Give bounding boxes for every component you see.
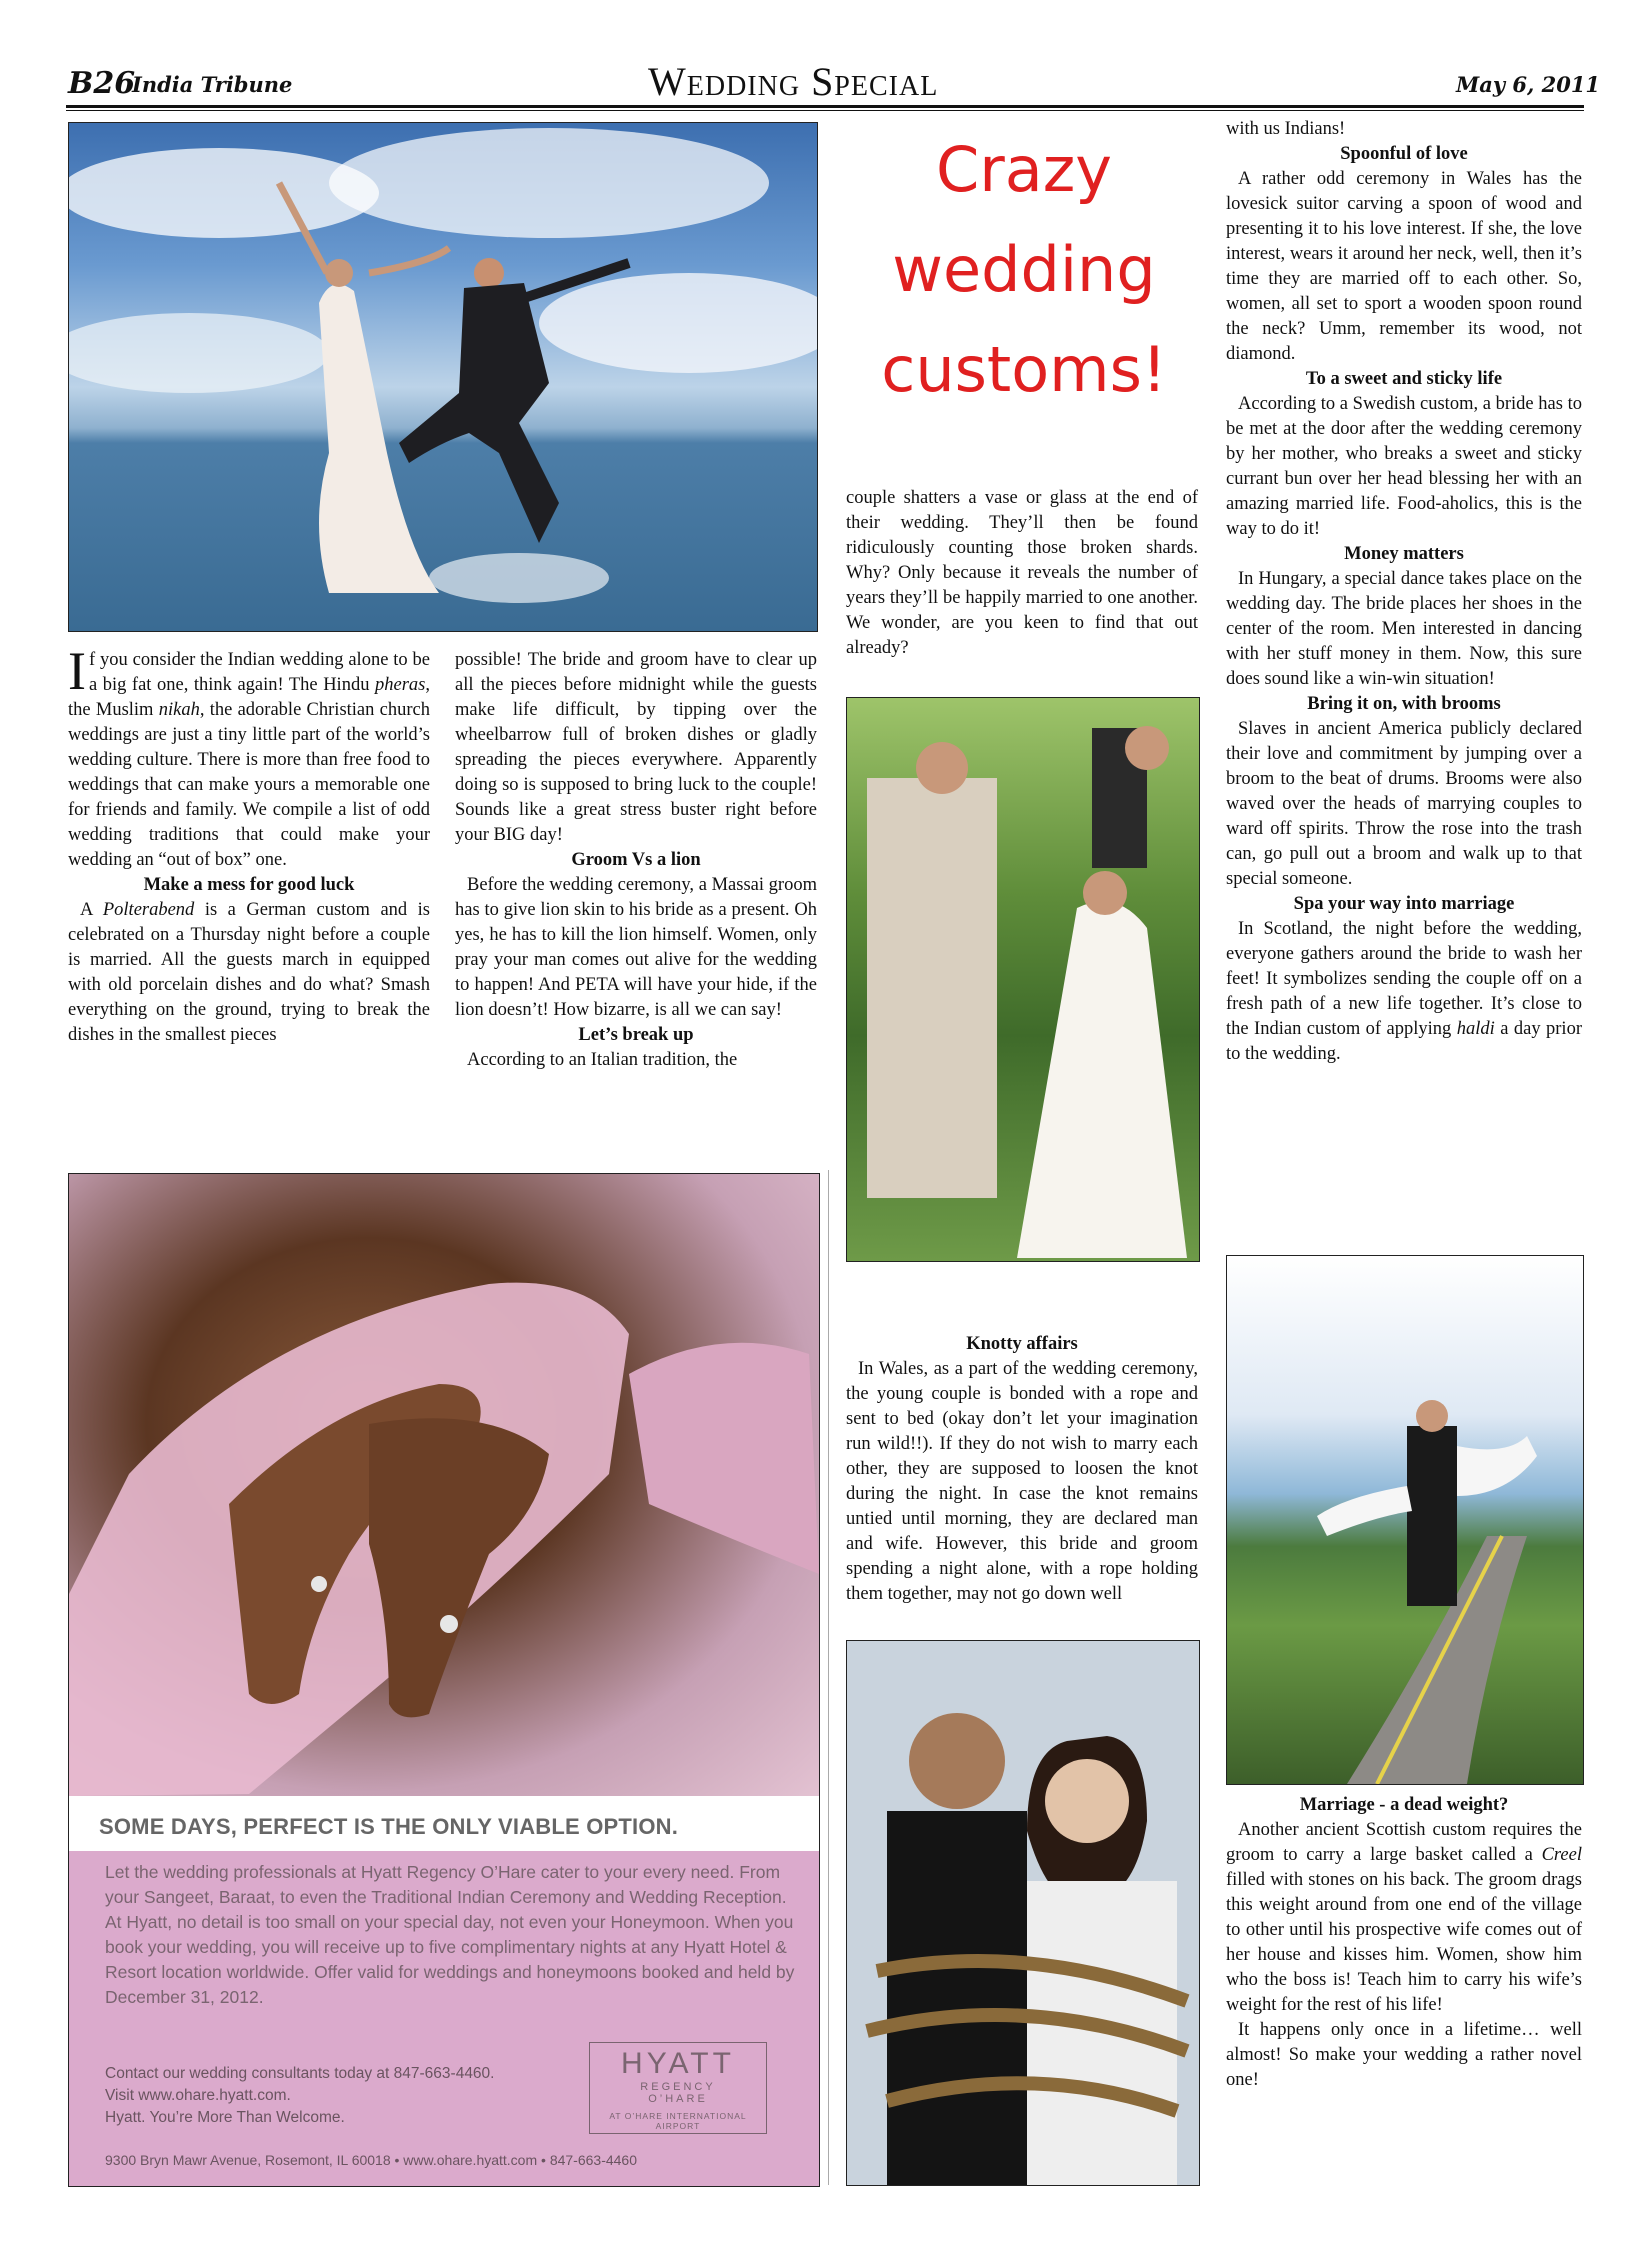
dead-text-a: Another ancient Scottish custom requires the groom to carry a large basket called a (1226, 1820, 1582, 1865)
intro-text-a: f you consider the Indian wedding alone to be a big fat one, think again! The Hindu (88, 650, 430, 695)
intro-text-c: , the adorable Christian church weddings are just a tiny little part of the world’s wedding culture. There is more than free food to weddings that can make yours a memorable one for friends and family. We compile a list of odd wedding traditions that could make your wedding an “out of box” one. (68, 700, 430, 870)
subhead-mess: Make a mess for good luck (143, 875, 355, 895)
closing-text: It happens only once in a lifetime… well almost! So make your wedding a rather novel one! (1226, 2020, 1582, 2090)
photo-couple-ceremony (846, 697, 1200, 1262)
dead-em: Creel (1541, 1845, 1582, 1865)
photo-couple-rope (846, 1640, 1200, 2186)
mess-em: Polterabend (102, 900, 195, 920)
spoon-text: A rather odd ceremony in Wales has the lovesick suitor carving a spoon of wood and presenting it to his love interest. If she, the love interest, wears it around her neck, well, then it’s time they are married off to each other. So, women, all set to sport a wooden spoon round the neck? Umm, remember its wood, not diamond. (1226, 169, 1582, 364)
intro-em-pheras: pheras (375, 675, 426, 695)
hyatt-logo (589, 2042, 767, 2134)
intro-em-nikah: nikah (158, 700, 200, 720)
photo-groom-carrying-bride (1226, 1255, 1584, 1785)
page-number: B26 (68, 66, 136, 101)
subhead-money: Money matters (1344, 544, 1464, 564)
subhead-lion: Groom Vs a lion (571, 850, 701, 870)
ad-photo-henna-hands (69, 1174, 819, 1796)
article-column-1 (68, 641, 431, 1048)
article-column-4-bottom (1226, 1793, 1582, 2093)
mess-text-b: is a German custom and is celebrated on a Thursday night before a couple is married. All the guests march in equipped with old porcelain dishes and do what? Smash everything on the ground, trying to break the dishes in the smallest pieces (68, 900, 431, 1045)
dead-text-b: filled with stones on his back. The groom drags this weight around from one end of the village to other until his prospective wife comes out of her house and kisses him. Women, show him who the boss is! Teach him to carry his wife’s weight for the rest of his life! (1226, 1870, 1582, 2015)
ad-contact-phone: Contact our wedding consultants today at 847-663-4460. (105, 2065, 495, 2082)
intro-text-b: , the Muslim (68, 675, 430, 720)
subhead-break: Let’s break up (578, 1025, 694, 1045)
article-column-2 (455, 648, 817, 1073)
header-rule (66, 105, 1584, 108)
column-divider (828, 1170, 829, 2185)
break-continued: couple shatters a vase or glass at the end of their wedding. They’ll then be found ridiculously counting those broken shards. Why? Only because it reveals the number of years they’ll be happily married to one another. We wonder, are you keen to find that out already? (846, 488, 1198, 658)
photo-couple-dancing-water (68, 122, 818, 632)
brooms-text: Slaves in ancient America publicly declared their love and commitment by jumping over a broom to the beat of drums. Brooms were also waved over the heads of marrying couples to ward off spirits. Throw the rose into the trash can, go pull out a broom and walk up to that special someone. (1226, 719, 1582, 889)
drop-cap: I (68, 641, 86, 701)
ad-contact-web[interactable]: Visit www.ohare.hyatt.com. (105, 2087, 291, 2104)
lion-text: Before the wedding ceremony, a Massai groom has to give lion skin to his bride as a present. Oh yes, he has to kill the lion himself. Women, only pray your man comes out alive for the wedding to happen! And PETA will have your hide, if the lion doesn’t! How bizarre, is all we can say! (455, 875, 817, 1020)
ad-tagline: SOME DAYS, PERFECT IS THE ONLY VIABLE OPTION. (99, 1814, 679, 1839)
subhead-dead-weight: Marriage - a dead weight? (1299, 1795, 1509, 1815)
subhead-spa: Spa your way into marriage (1293, 894, 1515, 914)
subhead-knotty: Knotty affairs (966, 1334, 1078, 1354)
section-title: Wedding Special (648, 59, 939, 104)
article-column-3-bottom (846, 1332, 1198, 1607)
logo-sub1: REGENCY (640, 2081, 716, 2093)
ad-slogan: Hyatt. You’re More Than Welcome. (105, 2109, 345, 2126)
subhead-brooms: Bring it on, with brooms (1307, 694, 1501, 714)
spa-text-b: a day prior to the wedding. (1226, 1019, 1582, 1064)
issue-date: May 6, 2011 (1456, 72, 1601, 97)
spa-em: haldi (1456, 1019, 1495, 1039)
mess-continued: possible! The bride and groom have to clear up all the pieces before midnight while the guests make life difficult, by tipping over the wheelbarrow full of broken dishes or gladly spreading the pieces everywhere. Apparently doing so is supposed to bring luck to the couple! Sounds like a great stress buster right before your BIG day! (455, 650, 817, 845)
knotty-text: In Wales, as a part of the wedding ceremony, the young couple is bonded with a rope and sent to bed (okay don’t let your imagination run wild!!). If they do not wish to marry each other, they are supposed to loosen the knot during the night. In case the knot remains untied until morning, they are declared man and wife. However, this bride and groom spending a night alone, with a rope holding them together, may not go down well (846, 1359, 1198, 1604)
break-text: According to an Italian tradition, the (467, 1050, 738, 1070)
logo-sub2: O’HARE (648, 2093, 708, 2105)
article-title: Crazy wedding customs! (881, 133, 1167, 406)
header-rule-thin (66, 110, 1584, 111)
mess-text-a: A (80, 900, 103, 920)
newspaper-name: India Tribune (132, 72, 293, 97)
spa-text-a: In Scotland, the night before the wedding, everyone gathers around the bride to wash her feet! It symbolizes sending the couple off on a fresh path of a new life together. It’s close to the Indian custom of applying (1226, 919, 1582, 1039)
logo-sub3: AT O’HARE INTERNATIONAL AIRPORT (609, 2111, 747, 2131)
article-column-3-top (846, 486, 1198, 661)
subhead-spoon: Spoonful of love (1340, 144, 1468, 164)
article-column-4 (1226, 117, 1582, 1067)
knotty-continued: with us Indians! (1226, 119, 1346, 139)
ad-contact (105, 2063, 494, 2129)
money-text: In Hungary, a special dance takes place on the wedding day. The bride places her shoes in the center of the room. Men interested in dancing with her stuff money in them. Now, this sure does sound like a win-win situation! (1226, 569, 1582, 689)
hyatt-advertisement (68, 1173, 820, 2187)
logo-main: HYATT (621, 2047, 735, 2080)
subhead-sweet: To a sweet and sticky life (1305, 369, 1503, 389)
ad-footer: 9300 Bryn Mawr Avenue, Rosemont, IL 60018 • www.ohare.hyatt.com • 847-663-4460 (105, 2152, 637, 2168)
sweet-text: According to a Swedish custom, a bride has to be met at the door after the wedding ceremony by her mother, who breaks a sweet and sticky currant bun over her head blessing her with an amazing married life. Food-aholics, this is the way to do it! (1226, 394, 1582, 539)
ad-body-text: Let the wedding professionals at Hyatt Regency O’Hare cater to your every need. From your Sangeet, Baraat, to even the Traditional Indian Ceremony and Wedding Reception. At Hyatt, no detail is too small on your special day, not even your Honeymoon. When you book your wedding, you will receive up to five complimentary nights at any Hyatt Hotel & Resort location worldwide. Offer valid for weddings and honeymoons booked and held by December 31, 2012. (105, 1862, 795, 2007)
